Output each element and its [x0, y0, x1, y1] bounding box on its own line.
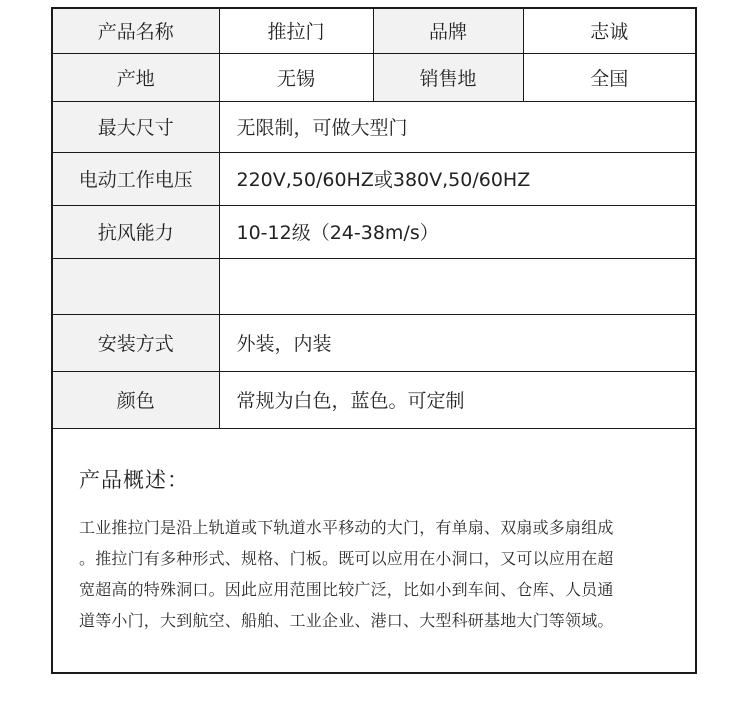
spec-label-sales-region: 销售地 — [373, 53, 523, 101]
overview-body — [79, 512, 675, 636]
overview-title: 产品概述： — [79, 468, 189, 492]
table-row — [53, 205, 695, 258]
spec-label-origin: 产地 — [53, 53, 219, 101]
spec-value-empty — [219, 258, 695, 314]
table-row — [53, 152, 695, 205]
table-row — [53, 101, 695, 152]
spec-value-color: 常规为白色，蓝色。可定制 — [219, 371, 695, 428]
spec-label-color: 颜色 — [53, 371, 219, 428]
spec-label-installation: 安装方式 — [53, 314, 219, 371]
table-row — [53, 371, 695, 428]
spec-label-product-name: 产品名称 — [53, 9, 219, 53]
product-overview — [79, 464, 675, 636]
table-row — [53, 314, 695, 371]
table-row — [53, 9, 695, 53]
spec-label-voltage: 电动工作电压 — [53, 152, 219, 205]
table-row — [53, 258, 695, 314]
spec-value-wind-resistance: 10-12级（24-38m/s） — [219, 205, 695, 258]
spec-value-voltage: 220V,50/60HZ或380V,50/60HZ — [219, 152, 695, 205]
spec-label-brand: 品牌 — [373, 9, 523, 53]
overview-line: 道等小门，大到航空、船舶、工业企业、港口、大型科研基地大门等领域。 — [79, 611, 614, 630]
overview-line: 工业推拉门是沿上轨道或下轨道水平移动的大门，有单扇、双扇或多扇组成 — [79, 518, 614, 537]
spec-label-wind-resistance: 抗风能力 — [53, 205, 219, 258]
spec-table — [53, 9, 695, 429]
spec-value-installation: 外装，内装 — [219, 314, 695, 371]
spec-value-origin: 无锡 — [219, 53, 373, 101]
table-row — [53, 53, 695, 101]
spec-value-max-size: 无限制，可做大型门 — [219, 101, 695, 152]
overview-line: 。推拉门有多种形式、规格、门板。既可以应用在小洞口，又可以应用在超 — [79, 549, 614, 568]
product-spec-sheet — [51, 7, 697, 674]
spec-label-max-size: 最大尺寸 — [53, 101, 219, 152]
spec-label-empty — [53, 258, 219, 314]
spec-value-brand: 志诚 — [523, 9, 695, 53]
spec-value-sales-region: 全国 — [523, 53, 695, 101]
spec-value-product-name: 推拉门 — [219, 9, 373, 53]
overview-line: 宽超高的特殊洞口。因此应用范围比较广泛，比如小到车间、仓库、人员通 — [79, 580, 614, 599]
